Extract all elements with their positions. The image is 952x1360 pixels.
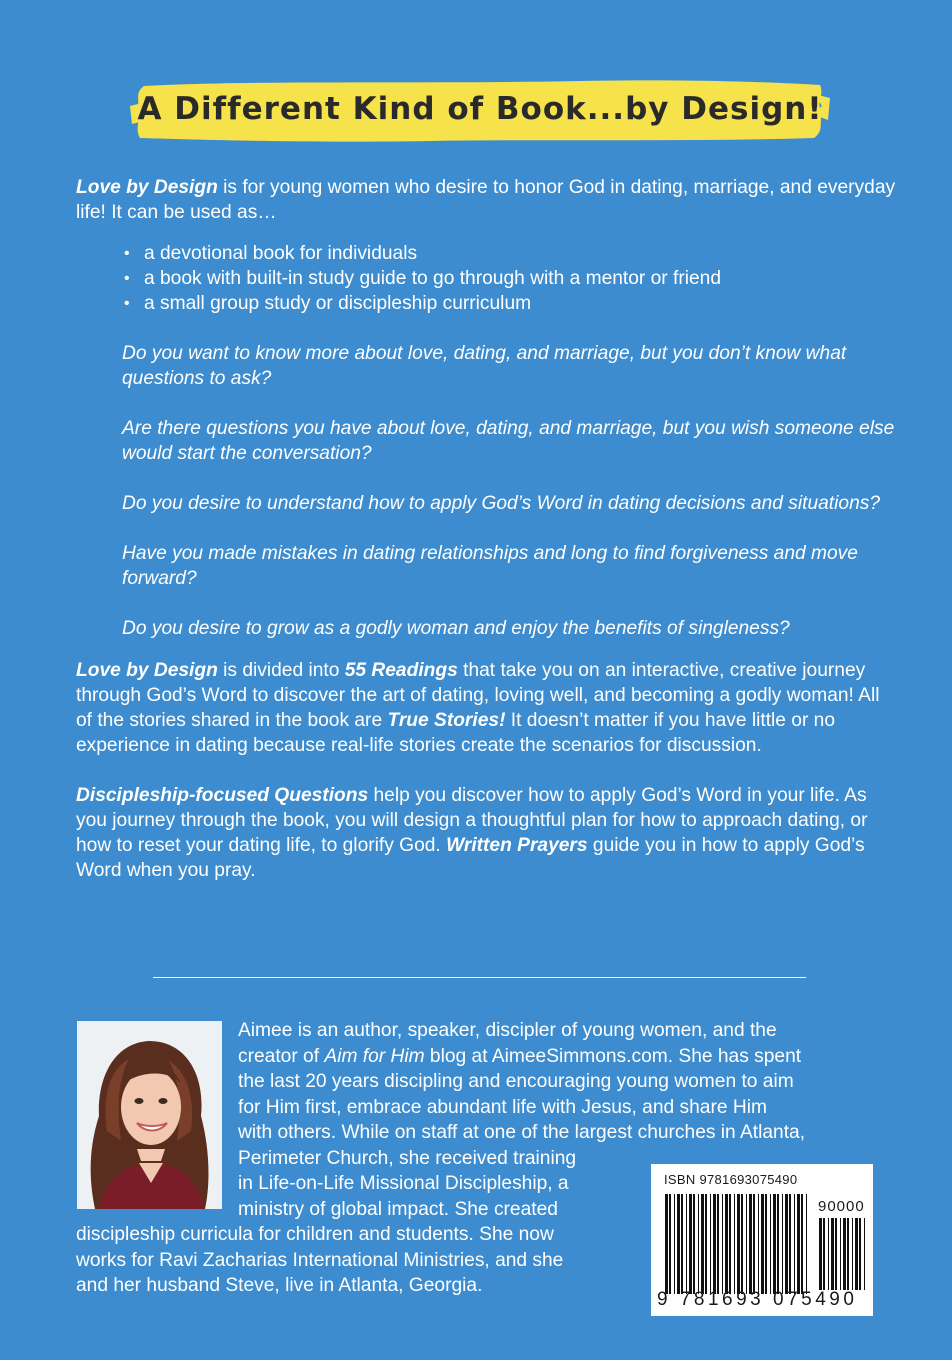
bio-line: and her husband Steve, live in Atlanta, Georgia.	[76, 1275, 483, 1296]
list-item: • a devotional book for individuals	[124, 241, 896, 266]
question: Are there questions you have about love, dating, and marriage, but you wish someone else would start the conversation?	[122, 418, 895, 464]
barcode-bars-icon	[665, 1194, 811, 1294]
bio-line: discipleship curricula for children and students. She now	[76, 1224, 554, 1245]
bio-line: ministry of global impact. She created	[238, 1198, 558, 1220]
list-item: • a book with built-in study guide to go through with a mentor or friend	[124, 266, 896, 291]
isbn-label: ISBN 9781693075490	[664, 1172, 798, 1187]
price-code: 90000	[818, 1198, 865, 1215]
book-title: Love by Design	[76, 660, 218, 681]
divider	[153, 977, 806, 978]
isbn-barcode	[651, 1164, 873, 1316]
price-barcode-icon	[819, 1218, 867, 1290]
written-prayers-label: Written Prayers	[446, 835, 588, 856]
questions-block	[76, 341, 896, 641]
readings-count: 55 Readings	[344, 660, 458, 681]
banner-title: A Different Kind of Book...by Design!	[137, 91, 823, 127]
questions-paragraph: Discipleship-focused Questions help you discover how to apply God’s Word in your life. As you journey through the book, you will design a thoughtful plan for how to approach dating, or how to reset your dating life, to glorify God. Written Prayers guide you in how to apply God’s Word when you pray.	[76, 785, 868, 881]
bio-line: creator of Aim for Him blog at AimeeSimmons.com. She has spent	[238, 1045, 802, 1067]
bio-line: the last 20 years discipling and encouraging young women to aim	[238, 1071, 794, 1092]
intro-paragraph	[76, 175, 896, 225]
isbn-digits: 9 781693 075490	[657, 1289, 858, 1310]
question: Have you made mistakes in dating relationships and long to find forgiveness and move forward?	[122, 543, 858, 589]
intro-text: is for young women who desire to honor God in dating, marriage, and everyday life! It can be used as…	[76, 177, 896, 223]
question: Do you want to know more about love, dating, and marriage, but you don’t know what questions to ask?	[122, 343, 847, 389]
bio-line: in Life-on-Life Missional Discipleship, a	[238, 1173, 569, 1194]
blog-name: Aim for Him	[324, 1045, 425, 1067]
bio-line: Aimee is an author, speaker, discipler of young women, and the	[238, 1020, 777, 1041]
bio-line: for Him first, embrace abundant life with Jesus, and share Him	[238, 1096, 767, 1118]
book-title: Love by Design	[76, 177, 218, 198]
readings-paragraph: Love by Design is divided into 55 Readings that take you on an interactive, creative journey through God’s Word to discover the art of dating, loving well, and becoming a godly woman! All of the stories shared in the book are True Stories! It doesn’t matter if you have little or no experience in dating because real-life stories create the scenarios for discussion.	[76, 660, 880, 756]
author-bio-continued	[76, 1222, 563, 1299]
discipleship-questions-label: Discipleship-focused Questions	[76, 785, 369, 806]
author-photo	[77, 1021, 222, 1209]
bio-line: with others. While on staff at one of the largest churches in Atlanta,	[238, 1122, 806, 1143]
true-stories: True Stories!	[387, 710, 506, 731]
description	[76, 175, 896, 883]
uses-list	[76, 241, 896, 316]
bio-line: works for Ravi Zacharias International Ministries, and she	[76, 1249, 564, 1271]
title-banner	[130, 76, 830, 144]
bio-line: Perimeter Church, she received training	[238, 1147, 577, 1169]
list-item: • a small group study or discipleship curriculum	[124, 291, 896, 316]
question: Do you desire to understand how to apply God’s Word in dating decisions and situations?	[122, 493, 881, 514]
question: Do you desire to grow as a godly woman and enjoy the benefits of singleness?	[122, 618, 790, 639]
